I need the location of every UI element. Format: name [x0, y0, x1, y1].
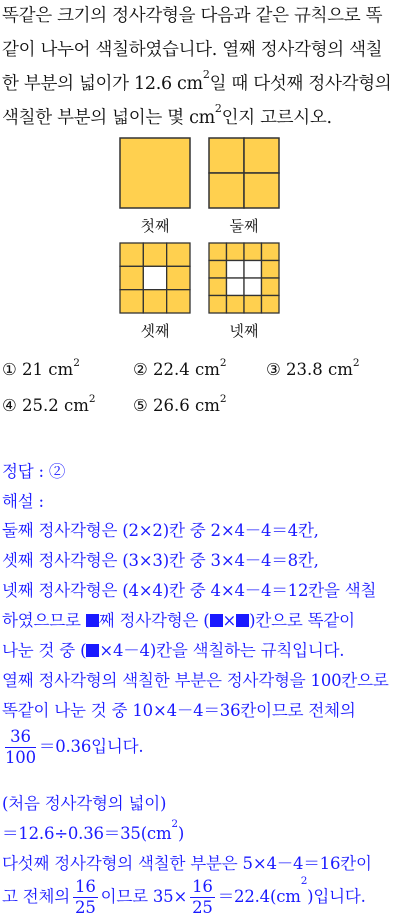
- figure-first: [119, 137, 191, 209]
- question-line-4: 색칠한 부분의 넓이는 몇 $cm^2$인지 고르시오.: [2, 102, 332, 128]
- answer-line: 정답 : ②: [2, 462, 66, 481]
- solution-line-10: $=12.6\div 0.36=35(cm^2)$: [2, 818, 185, 843]
- blank-box-icon: [86, 644, 99, 657]
- filled-cell: [209, 261, 227, 279]
- figure-second: [208, 137, 280, 209]
- option-4: ④ 25.2 $cm^2$: [2, 393, 96, 415]
- option-2: ② 22.4 $cm^2$: [133, 357, 227, 379]
- figure-fourth: [208, 242, 280, 314]
- filled-cell: [209, 296, 227, 314]
- blank-box-icon: [210, 614, 223, 627]
- solution-line-5: 나눈 것 중 ( ×4－4)칸을 색칠하는 규칙입니다.: [2, 641, 345, 660]
- solution-line-3: 넷째 정사각형은 (4×4)칸 중 4×4－4＝12칸을 색칠: [2, 581, 377, 600]
- fraction-16-25: $\frac{16}{25}$: [75, 877, 96, 917]
- filled-cell: [262, 278, 280, 296]
- fraction-36-100: $\frac{36}{100}$: [5, 727, 36, 767]
- solution-line-11: 다섯째 정사각형의 색칠한 부분은 5×4－4＝16칸이: [2, 854, 372, 873]
- filled-cell: [167, 290, 190, 313]
- option-5: ⑤ 26.6 $cm^2$: [133, 393, 227, 415]
- solution-heading: 해설 :: [2, 492, 44, 511]
- fraction-16-25-b: $\frac{16}{25}$: [192, 877, 213, 917]
- filled-cell: [120, 290, 143, 313]
- filled-cell: [244, 296, 262, 314]
- figure-fourth-label: 넷째: [229, 322, 259, 340]
- empty-cell: [244, 261, 262, 279]
- solution-line-2: 셋째 정사각형은 (3×3)칸 중 3×4－4＝8칸,: [2, 551, 319, 570]
- empty-cell: [227, 278, 245, 296]
- figure-second-label: 둘째: [229, 217, 259, 235]
- question-line-3: 한 부분의 넓이가 12.6 $cm^2$일 때 다섯째 정사각형의: [2, 68, 392, 94]
- filled-cell: [227, 296, 245, 314]
- figure-first-label: 첫째: [140, 217, 170, 235]
- filled-cell: [209, 278, 227, 296]
- filled-cell: [143, 290, 166, 313]
- filled-cell: [227, 243, 245, 261]
- solution-line-4: 하였으므로 째 정사각형은 ( × )칸으로 똑같이: [2, 611, 355, 630]
- solution-line-12: 고 전체의 $\frac{16}{25}$ 이므로 35× $\frac{16}{25}$ $=22.4(cm^2)$입니다.: [2, 875, 366, 917]
- filled-cell: [244, 243, 262, 261]
- filled-cell: [209, 243, 227, 261]
- blank-box-icon: [86, 614, 99, 627]
- solution-line-7: 똑같이 나눈 것 중 10×4－4＝36칸이므로 전체의: [2, 701, 356, 720]
- filled-cell: [262, 296, 280, 314]
- empty-cell: [143, 266, 166, 289]
- solution-line-6: 열째 정사각형의 색칠한 부분은 정사각형을 100칸으로: [2, 671, 389, 690]
- empty-cell: [227, 261, 245, 279]
- option-3: ③ 23.8 $cm^2$: [266, 357, 360, 379]
- solution-line-9: (처음 정사각형의 넓이): [2, 794, 167, 813]
- blank-box-icon: [236, 614, 249, 627]
- filled-cell: [120, 266, 143, 289]
- empty-cell: [244, 278, 262, 296]
- option-1: ① 21 $cm^2$: [2, 357, 80, 379]
- filled-cell: [167, 243, 190, 266]
- filled-cell: [262, 261, 280, 279]
- filled-cell: [143, 243, 166, 266]
- solution-line-1: 둘째 정사각형은 (2×2)칸 중 2×4－4＝4칸,: [2, 521, 319, 540]
- filled-cell: [262, 243, 280, 261]
- figure-third: [119, 242, 191, 314]
- filled-cell: [167, 266, 190, 289]
- solution-line-8: $\frac{36}{100}$ ＝0.36입니다.: [5, 727, 144, 767]
- filled-cell: [120, 243, 143, 266]
- question-line-2: 같이 나누어 색칠하였습니다. 열째 정사각형의 색칠: [2, 40, 383, 60]
- figure-third-label: 셋째: [140, 322, 170, 340]
- question-line-1: 똑같은 크기의 정사각형을 다음과 같은 규칙으로 똑: [2, 6, 383, 26]
